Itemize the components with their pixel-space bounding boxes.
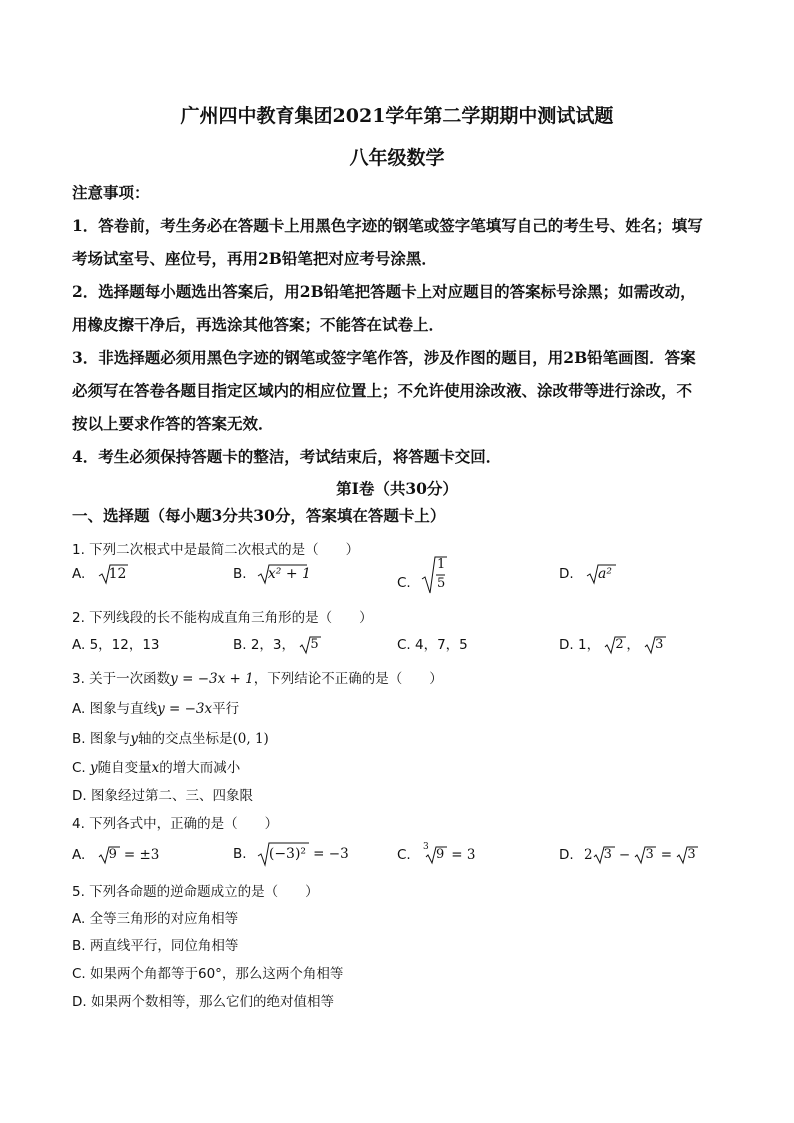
q2-option-b: B. 2，3， 5 — [233, 633, 321, 655]
q1-option-d: D. a² — [559, 563, 616, 585]
section-heading: 一、选择题（每小题3分共30分，答案填在答题卡上） — [72, 506, 446, 525]
q5-option-c: C. 如果两个角都等于60°，那么这两个角相等 — [72, 966, 344, 982]
sqrt-3-b: 3 — [634, 845, 656, 865]
page-subtitle: 八年级数学 — [349, 147, 445, 169]
cube-root-9: 3 9 — [423, 845, 447, 865]
sqrt-neg3-squared: (−3)² — [257, 841, 309, 867]
q1-option-c: C. 1 5 — [397, 555, 447, 595]
q5-option-a: A. 全等三角形的对应角相等 — [72, 911, 239, 927]
sqrt-9: 9 — [98, 845, 120, 865]
q3-option-b: B. 图象与y轴的交点坐标是(0, 1) — [72, 731, 269, 747]
q3-option-a: A. 图象与直线y = −3x平行 — [72, 701, 240, 717]
q3-option-c: C. y随自变量x的增大而减小 — [72, 760, 241, 776]
q2-option-a: A. 5，12，13 — [72, 637, 160, 653]
q4-stem: 4. 下列各式中，正确的是（ ） — [72, 816, 279, 832]
sqrt-5: 5 — [299, 635, 321, 655]
sqrt-12: 12 — [98, 563, 128, 585]
sqrt-3-c: 3 — [676, 845, 698, 865]
note-2b: 用橡皮擦干净后，再选涂其他答案；不能答在试卷上． — [72, 315, 445, 334]
sqrt-x2-plus-1: x² + 1 — [257, 563, 307, 585]
q4-option-a: A. 9 = ±3 — [72, 847, 160, 863]
q2-option-d: D. 1， 2 ， 3 — [559, 633, 666, 655]
q5-stem: 5. 下列各命题的逆命题成立的是（ ） — [72, 884, 319, 900]
q4-option-c: C. 3 9 = 3 — [397, 842, 476, 863]
q3-stem: 3. 关于一次函数y = −3x + 1，下列结论不正确的是（ ） — [72, 671, 443, 687]
note-3c: 按以上要求作答的答案无效． — [72, 414, 274, 433]
q5-option-b: B. 两直线平行，同位角相等 — [72, 938, 239, 954]
q4-option-b: B. (−3)² = −3 — [233, 841, 349, 867]
note-1a: 1．答卷前，考生务必在答题卡上用黑色字迹的钢笔或签字笔填写自己的考生号、姓名；填写 — [72, 216, 703, 235]
note-1b: 考场试室号、座位号，再用2B铅笔把对应考号涂黑． — [72, 249, 437, 268]
note-4: 4．考生必须保持答题卡的整洁，考试结束后，将答题卡交回． — [72, 447, 502, 466]
q1-stem: 1. 下列二次根式中是最简二次根式的是（ ） — [72, 542, 360, 558]
part-heading: 第I卷（共30分） — [336, 479, 458, 498]
q2-stem: 2. 下列线段的长不能构成直角三角形的是（ ） — [72, 610, 373, 626]
q1-option-a: A. 12 — [72, 563, 128, 585]
sqrt-1-over-5: 1 5 — [421, 555, 447, 595]
note-3a: 3．非选择题必须用黑色字迹的钢笔或签字笔作答，涉及作图的题目，用2B铅笔画图．答案 — [72, 348, 696, 367]
sqrt-3-a: 3 — [593, 845, 615, 865]
q2-option-c: C. 4，7，5 — [397, 637, 468, 653]
sqrt-2: 2 — [604, 635, 626, 655]
note-3b: 必须写在答卷各题目指定区域内的相应位置上；不允许使用涂改液、涂改带等进行涂改，不 — [72, 381, 693, 400]
note-2a: 2．选择题每小题选出答案后，用2B铅笔把答题卡上对应题目的答案标号涂黑；如需改动， — [72, 282, 696, 301]
notes-heading: 注意事项： — [72, 183, 150, 202]
q1-option-b: B. x² + 1 — [233, 563, 307, 585]
q4-option-d: D. 2 3 − 3 = 3 — [559, 845, 698, 865]
page-title: 广州四中教育集团2021学年第二学期期中测试试题 — [180, 105, 614, 127]
q3-option-d: D. 图象经过第二、三、四象限 — [72, 788, 253, 804]
sqrt-3: 3 — [644, 635, 666, 655]
sqrt-a2: a² — [586, 563, 616, 585]
q5-option-d: D. 如果两个数相等，那么它们的绝对值相等 — [72, 994, 334, 1010]
